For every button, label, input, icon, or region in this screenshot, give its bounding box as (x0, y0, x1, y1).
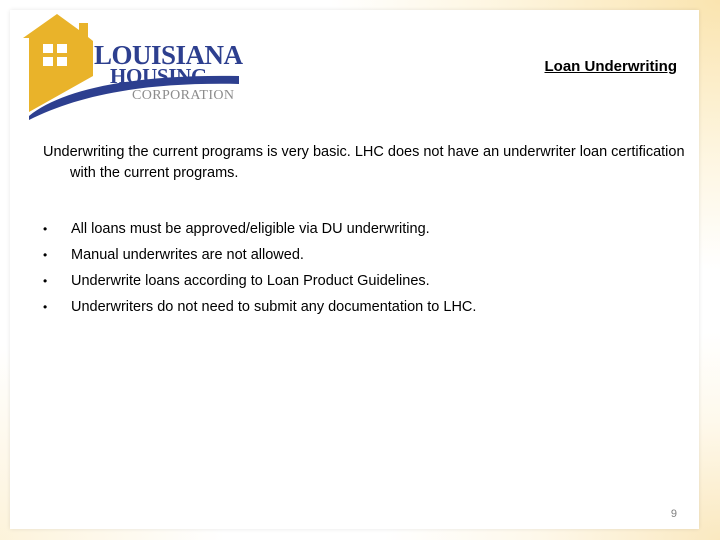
logo-word-louisiana: LOUISIANA (94, 40, 243, 70)
bullet-icon: • (43, 300, 48, 314)
list-item (43, 216, 476, 242)
list-item (43, 242, 476, 268)
bullet-icon: • (43, 248, 48, 262)
house-window-1 (43, 44, 53, 53)
logo-word-corporation: CORPORATION (132, 88, 235, 103)
bullet-list (43, 216, 476, 320)
bullet-text: Underwrite loans according to Loan Product Guidelines. (71, 273, 430, 289)
intro-paragraph: Underwriting the current programs is very basic. LHC does not have an underwriter loan certification with the current programs. (43, 144, 685, 181)
slide-title: Loan Underwriting (544, 58, 677, 75)
bullet-icon: • (43, 222, 48, 236)
house-window-3 (43, 57, 53, 66)
bullet-icon: • (43, 274, 48, 288)
house-window-2 (57, 44, 67, 53)
bullet-text: Underwriters do not need to submit any documentation to LHC. (71, 299, 477, 315)
list-item (43, 294, 476, 320)
list-item (43, 268, 476, 294)
house-window-4 (57, 57, 67, 66)
louisiana-housing-logo (21, 12, 243, 120)
logo-word-housing: HOUSING (110, 64, 208, 88)
page-number: 9 (670, 508, 677, 520)
bullet-text: Manual underwrites are not allowed. (71, 247, 304, 263)
bullet-text: All loans must be approved/eligible via DU underwriting. (71, 221, 430, 237)
